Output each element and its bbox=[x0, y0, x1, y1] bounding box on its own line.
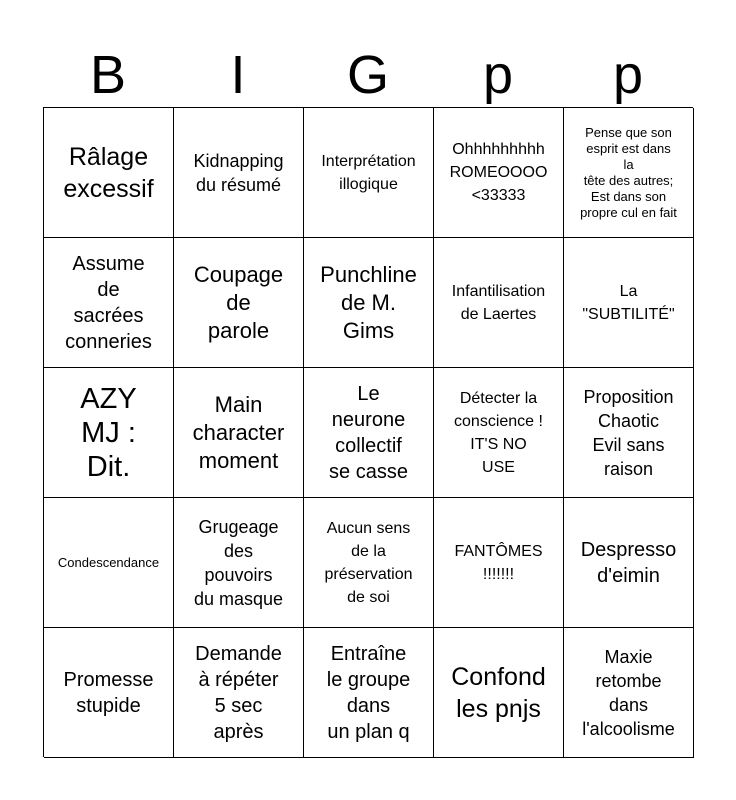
bingo-cell: FANTÔMES !!!!!!! bbox=[434, 498, 564, 628]
bingo-cell: Maxie retombe dans l'alcoolisme bbox=[564, 628, 694, 758]
bingo-cell: AZY MJ : Dit. bbox=[44, 368, 174, 498]
header-letter-p1: p bbox=[482, 45, 514, 105]
bingo-cell: Assume de sacrées conneries bbox=[44, 238, 174, 368]
bingo-cell: Kidnapping du résumé bbox=[174, 108, 304, 238]
bingo-cell: Main character moment bbox=[174, 368, 304, 498]
bingo-cell: Condescendance bbox=[44, 498, 174, 628]
bingo-cell: Ohhhhhhhhh ROMEOOOO <33333 bbox=[434, 108, 564, 238]
bingo-cell: Infantilisation de Laertes bbox=[434, 238, 564, 368]
bingo-cell: Entraîne le groupe dans un plan q bbox=[304, 628, 434, 758]
bingo-cell: Demande à répéter 5 sec après bbox=[174, 628, 304, 758]
bingo-cell: La "SUBTILITÉ" bbox=[564, 238, 694, 368]
header-letter-g: G bbox=[346, 45, 389, 105]
bingo-cell: Confond les pnjs bbox=[434, 628, 564, 758]
bingo-cell: Proposition Chaotic Evil sans raison bbox=[564, 368, 694, 498]
bingo-cell: Punchline de M. Gims bbox=[304, 238, 434, 368]
bingo-header bbox=[43, 42, 693, 108]
bingo-cell: Interprétation illogique bbox=[304, 108, 434, 238]
header-letter-p2: p bbox=[612, 45, 644, 105]
header-letter-b: B bbox=[89, 45, 127, 105]
bingo-cell: Râlage excessif bbox=[44, 108, 174, 238]
bingo-cell: Le neurone collectif se casse bbox=[304, 368, 434, 498]
bingo-cell: Promesse stupide bbox=[44, 628, 174, 758]
bingo-cell: Coupage de parole bbox=[174, 238, 304, 368]
header-letter-i: I bbox=[230, 45, 246, 105]
bingo-cell: Despresso d'eimin bbox=[564, 498, 694, 628]
bingo-cell: Aucun sens de la préservation de soi bbox=[304, 498, 434, 628]
bingo-cell: Détecter la conscience ! IT'S NO USE bbox=[434, 368, 564, 498]
bingo-cell: Grugeage des pouvoirs du masque bbox=[174, 498, 304, 628]
bingo-cell: Pense que son esprit est dans la tête des autres; Est dans son propre cul en fait bbox=[564, 108, 694, 238]
bingo-grid bbox=[43, 107, 693, 757]
